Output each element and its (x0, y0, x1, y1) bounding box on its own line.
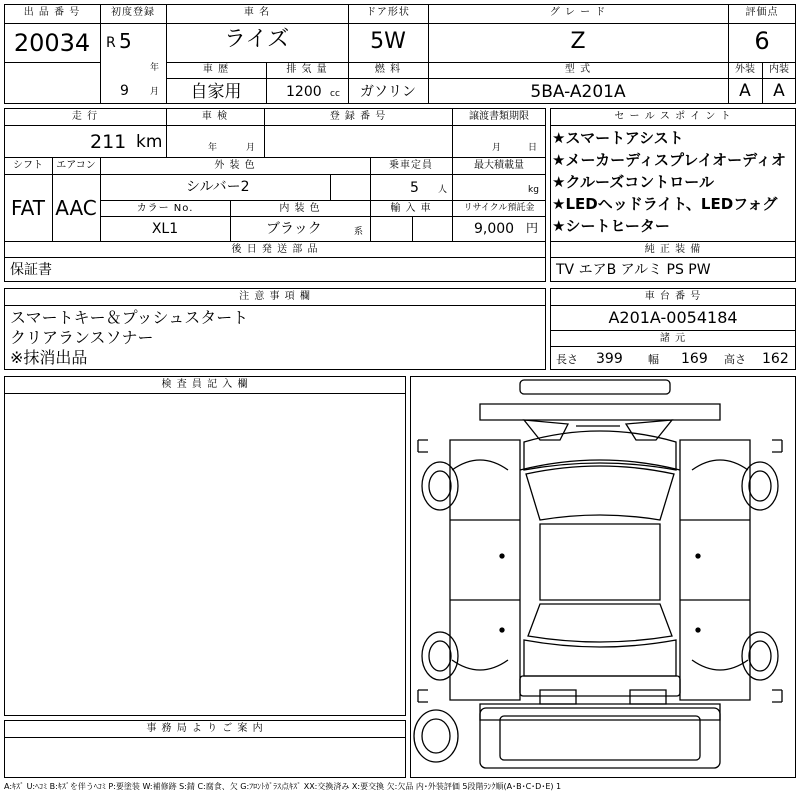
trunk-floor (480, 708, 720, 768)
cc-unit: cc (330, 89, 340, 99)
month-unit: 月 (150, 87, 160, 97)
interior-grade: A (773, 81, 785, 101)
right-side (680, 440, 750, 700)
transfer-month: 月 (492, 143, 502, 153)
plate-label: 登 録 番 号 (329, 111, 387, 122)
int-color-label: 内 装 色 (279, 203, 321, 214)
length-label: 長さ (556, 353, 578, 366)
inspection-year-unit: 年 (208, 143, 218, 153)
int-color-unit: 系 (354, 227, 364, 237)
inspector-label: 検 査 員 記 入 欄 (161, 379, 249, 390)
exterior-label: 外装 (735, 64, 755, 75)
recycle-fee: 9,000 (474, 221, 515, 237)
first-reg-label: 初度登録 (111, 7, 155, 18)
car-name-label: 車 名 (243, 7, 271, 18)
front-right-wheel (742, 462, 778, 510)
inspection-label: 車 検 (201, 111, 229, 122)
displacement-label: 排 気 量 (286, 64, 328, 75)
sales-label: セ ー ル ス ポ イ ン ト (614, 111, 732, 122)
yen-unit: 円 (526, 221, 539, 235)
color-number: XL1 (151, 221, 179, 237)
height-value: 162 (762, 351, 789, 367)
chassis-number: A201A-0054184 (608, 308, 738, 327)
spare-wheel (414, 710, 458, 762)
transfer-day: 日 (528, 143, 538, 153)
door-label: ドア形状 (366, 7, 410, 18)
front-bumper (480, 404, 720, 420)
note-line: スマートキー＆プッシュスタート (10, 308, 249, 327)
front-bumper-top (520, 380, 670, 394)
int-color: ブラック (266, 221, 322, 237)
length-value: 399 (596, 351, 623, 367)
history-label: 車 歴 (202, 64, 230, 75)
year-unit: 年 (150, 63, 160, 73)
grade: Z (570, 29, 586, 54)
door-type: 5W (370, 29, 406, 54)
history: 自家用 (190, 82, 242, 102)
color-no-label: カラー No. (136, 203, 194, 214)
reg-month: 9 (120, 83, 129, 99)
fuel: ガソリン (360, 84, 416, 100)
height-label: 高さ (724, 353, 746, 366)
car-name: ライズ (224, 27, 290, 52)
rear-right-wheel (742, 632, 778, 680)
load-unit: kg (528, 185, 539, 195)
notes-label: 注 意 事 項 欄 (239, 291, 311, 302)
reg-year: 5 (119, 29, 132, 53)
shift: FAT (10, 196, 45, 220)
dims-label: 諸 元 (659, 333, 687, 344)
capacity-unit: 人 (438, 185, 448, 195)
sales-point: ★メーカーディスプレイオーディオ (552, 151, 786, 169)
model-label: 型 式 (564, 64, 592, 75)
lot-label: 出 品 番 号 (23, 7, 81, 18)
right-mirror (772, 440, 782, 452)
model-code: 5BA-A201A (530, 82, 626, 102)
body-color: シルバー2 (186, 179, 250, 195)
sales-point: ★シートヒーター (552, 217, 670, 235)
rear-plate-left (540, 690, 576, 704)
equip-label: 純 正 装 備 (644, 244, 702, 255)
era: R (106, 35, 116, 51)
note-line: クリアランスソナー (10, 328, 154, 347)
sales-point: ★クルーズコントロール (552, 173, 714, 191)
transfer-label: 譲渡書類期限 (469, 111, 529, 122)
later-parts-label: 後 日 発 送 部 品 (231, 244, 319, 255)
rear-window (528, 604, 672, 642)
capacity: 5 (410, 180, 419, 196)
interior-label: 内装 (769, 64, 789, 75)
grade-label: グ レ ー ド (549, 7, 607, 18)
rear-left-wheel (422, 632, 458, 680)
shift-label: シフト (13, 160, 43, 171)
rear-plate-right (630, 690, 666, 704)
recycle-label: リサイクル預託金 (463, 203, 535, 213)
ac: AAC (55, 196, 97, 220)
score: 6 (754, 27, 770, 55)
import-label: 輸 入 車 (390, 203, 432, 214)
color-label: 外 装 色 (214, 160, 256, 171)
lot-number: 20034 (13, 29, 91, 57)
equipment: TV エアB アルミ PS PW (556, 262, 711, 278)
width-label: 幅 (648, 353, 659, 366)
mileage: 211 (90, 131, 127, 153)
sales-point: ★スマートアシスト (552, 129, 684, 147)
exterior-grade: A (739, 81, 751, 101)
roof (540, 524, 660, 600)
rear-bumper (520, 676, 680, 696)
windshield (526, 466, 674, 520)
left-mirror (418, 440, 428, 452)
fuel-label: 燃 料 (374, 64, 402, 75)
displacement: 1200 (286, 84, 322, 100)
capacity-label: 乗車定員 (389, 160, 433, 171)
chassis-label: 車 台 番 号 (644, 291, 702, 302)
score-label: 評価点 (745, 7, 779, 18)
inspection-month-unit: 月 (246, 143, 256, 153)
sales-point: ★LEDヘッドライト、LEDフォグ (552, 195, 778, 213)
load-label: 最大積載量 (474, 160, 524, 171)
mileage-label: 走 行 (71, 111, 99, 122)
legend: A:ｷｽﾞ U:ﾍｺﾐ B:ｷｽﾞを伴うﾍｺﾐ P:要塗装 W:補修跡 S:錆 C:腐食、欠 G:ﾌﾛﾝﾄｶﾞﾗｽ点ｷｽﾞ XX:交換済み X:要交換 欠:欠品 内･外装評価 5段階ﾗﾝｸ順(A･B･C･D･E) 1 (4, 782, 562, 791)
later-parts: 保証書 (10, 262, 52, 278)
width-value: 169 (681, 351, 708, 367)
km-unit: km (136, 132, 163, 152)
office-label: 事 務 局 よ り ご 案 内 (146, 723, 264, 734)
note-line: ※抹消出品 (10, 348, 88, 367)
ac-label: エアコン (56, 160, 96, 171)
left-side (450, 440, 520, 700)
front-left-wheel (422, 462, 458, 510)
trunk (524, 640, 676, 676)
